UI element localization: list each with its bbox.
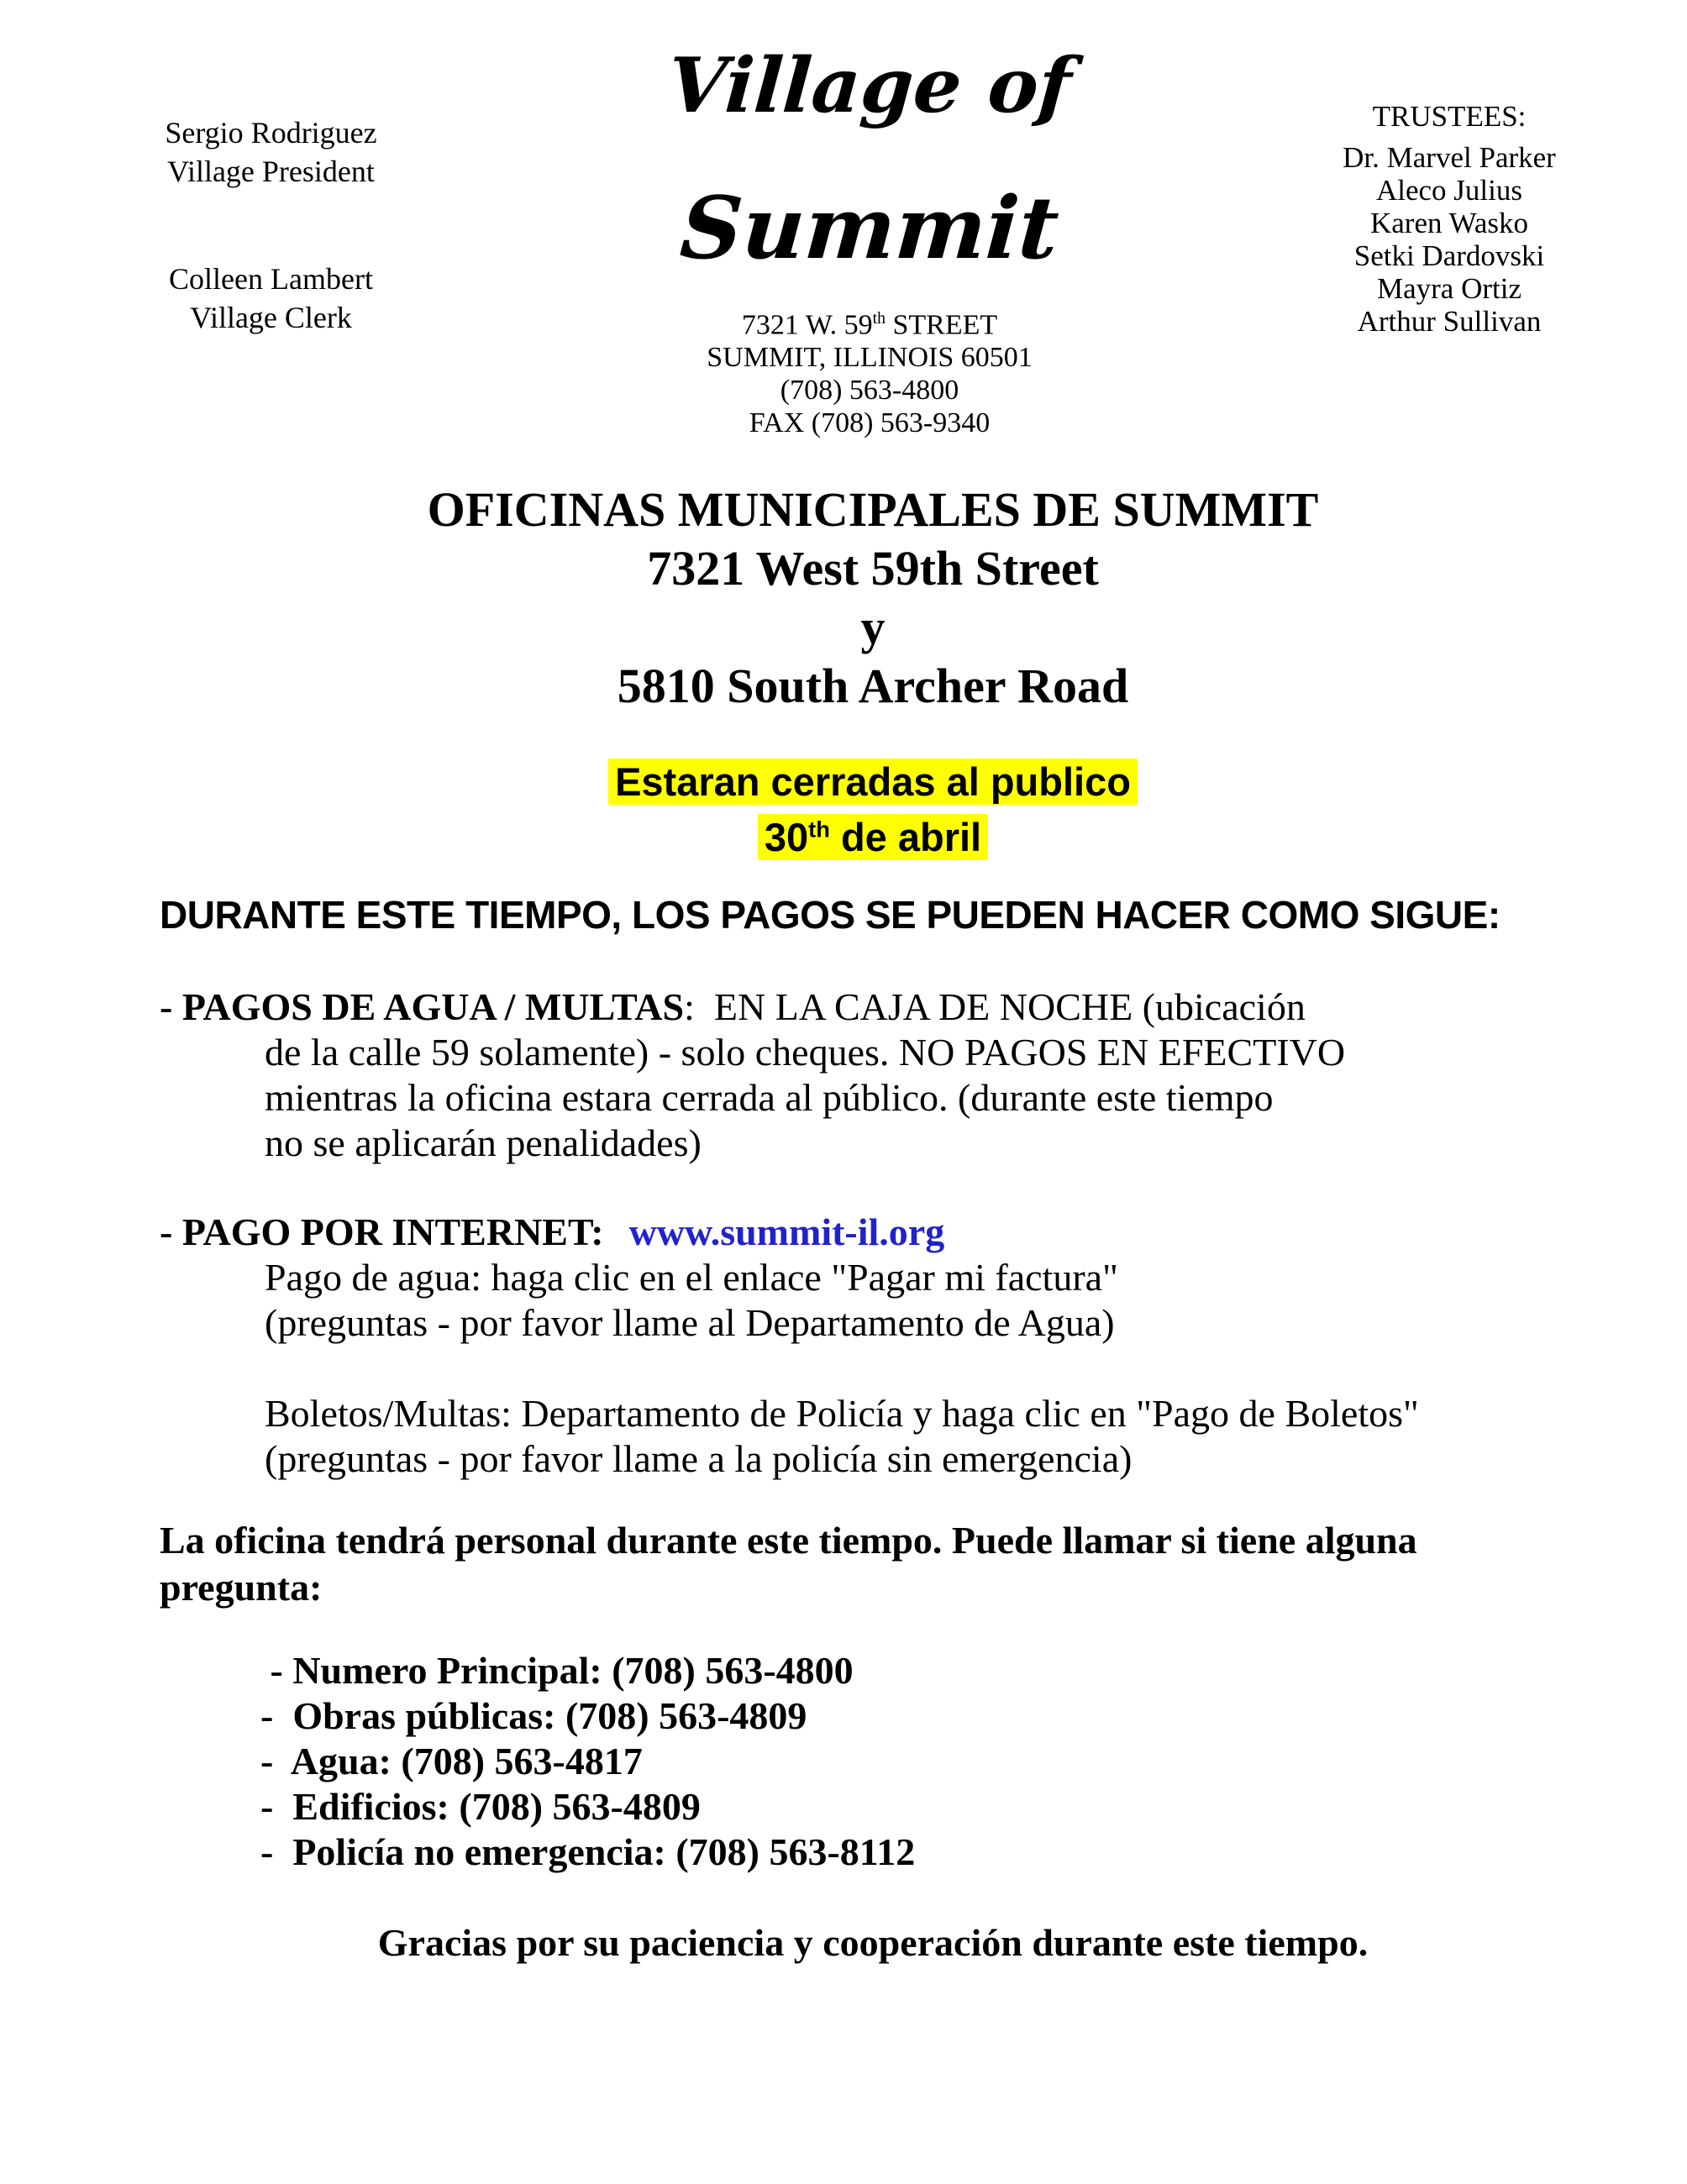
- internet-water-line: Pago de agua: haga clic en el enlace "Pagar mi factura": [265, 1256, 1118, 1299]
- letterhead-center: [563, 42, 1176, 439]
- phone-list: [260, 1648, 915, 1875]
- closing-line: Gracias por su paciencia y cooperación durante este tiempo.: [377, 1921, 1369, 1964]
- clerk-name: Colleen Lambert: [169, 262, 373, 296]
- internet-payment-lead: - PAGO POR INTERNET: www.summit-il.org: [160, 1210, 945, 1253]
- trustees-heading: TRUSTEES:: [1372, 100, 1527, 133]
- trustee-name: Karen Wasko: [1369, 207, 1528, 239]
- village-of-script: Village of: [665, 41, 1075, 130]
- officials-block: [155, 113, 386, 337]
- internet-payment-section: [160, 1210, 1419, 1482]
- payments-intro: DURANTE ESTE TIEMPO, LOS PAGOS SE PUEDEN HACER COMO SIGUE:: [160, 893, 1500, 937]
- phone-item-buildings: - Edificios: (708) 563-4809: [260, 1785, 701, 1828]
- title-line-offices: OFICINAS MUNICIPALES DE SUMMIT: [427, 482, 1319, 537]
- water-payments-line: de la calle 59 solamente) - solo cheques. NO PAGOS EN EFECTIVO: [265, 1031, 1346, 1074]
- water-payments-line: no se aplicarán penalidades): [265, 1121, 702, 1164]
- trustees-list: [1306, 141, 1592, 338]
- address-street: 7321 W. 59th STREET: [741, 309, 998, 341]
- water-payments-lead: - PAGOS DE AGUA / MULTAS: EN LA CAJA DE NOCHE (ubicación: [160, 985, 1306, 1028]
- trustee-name: Setki Dardovski: [1353, 239, 1545, 272]
- address-phone: (708) 563-4800: [780, 375, 959, 407]
- closure-notice: [59, 759, 1687, 861]
- title-line-y: y: [860, 600, 886, 654]
- clerk-title: Village Clerk: [190, 301, 352, 334]
- internet-water-line: (preguntas - por favor llame al Departamento de Agua): [265, 1301, 1115, 1344]
- water-payments-section: [160, 984, 1345, 1166]
- internet-tickets-line: Boletos/Multas: Departamento de Policía y haga clic en "Pago de Boletos": [265, 1392, 1419, 1435]
- address-city: SUMMIT, ILLINOIS 60501: [707, 342, 1033, 374]
- village-clerk-block: [155, 260, 386, 337]
- phone-item-police: - Policía no emergencia: (708) 563-8112: [260, 1830, 916, 1873]
- phone-item-water: - Agua: (708) 563-4817: [260, 1740, 643, 1782]
- trustee-name: Mayra Ortiz: [1376, 272, 1521, 305]
- president-name: Sergio Rodriguez: [165, 116, 377, 150]
- staffed-office-paragraph: La oficina tendrá personal durante este tiempo. Puede llamar si tiene alguna pregunta:: [160, 1519, 1417, 1609]
- president-title: Village President: [167, 155, 375, 188]
- trustee-name: Arthur Sullivan: [1357, 305, 1542, 338]
- closure-notice-line1: Estaran cerradas al publico: [59, 759, 1687, 806]
- address-fax: FAX (708) 563-9340: [749, 407, 991, 439]
- trustees-block: [1306, 99, 1592, 338]
- blank-line: [160, 1346, 1419, 1391]
- trustee-name: Dr. Marvel Parker: [1343, 141, 1556, 174]
- title-line-archer: 5810 South Archer Road: [617, 659, 1129, 713]
- main-title: [0, 480, 1687, 716]
- village-president-block: [155, 113, 386, 191]
- phone-item-public-works: - Obras públicas: (708) 563-4809: [260, 1694, 807, 1737]
- website-link[interactable]: www.summit-il.org: [628, 1210, 945, 1253]
- letterhead-address: [563, 302, 1176, 439]
- internet-tickets-line: (preguntas - por favor llame a la policía sin emergencia): [265, 1437, 1133, 1480]
- water-payments-line: mientras la oficina estara cerrada al público. (durante este tiempo: [265, 1076, 1274, 1119]
- title-line-street: 7321 West 59th Street: [647, 541, 1099, 596]
- date-ordinal-sup: th: [808, 816, 830, 842]
- phone-item-main: - Numero Principal: (708) 563-4800: [260, 1649, 854, 1692]
- summit-script: Summit: [677, 178, 1062, 279]
- street-ordinal-sup: th: [872, 309, 886, 328]
- closure-notice-line2: 30th de abril: [59, 806, 1687, 861]
- trustee-name: Aleco Julius: [1375, 174, 1522, 207]
